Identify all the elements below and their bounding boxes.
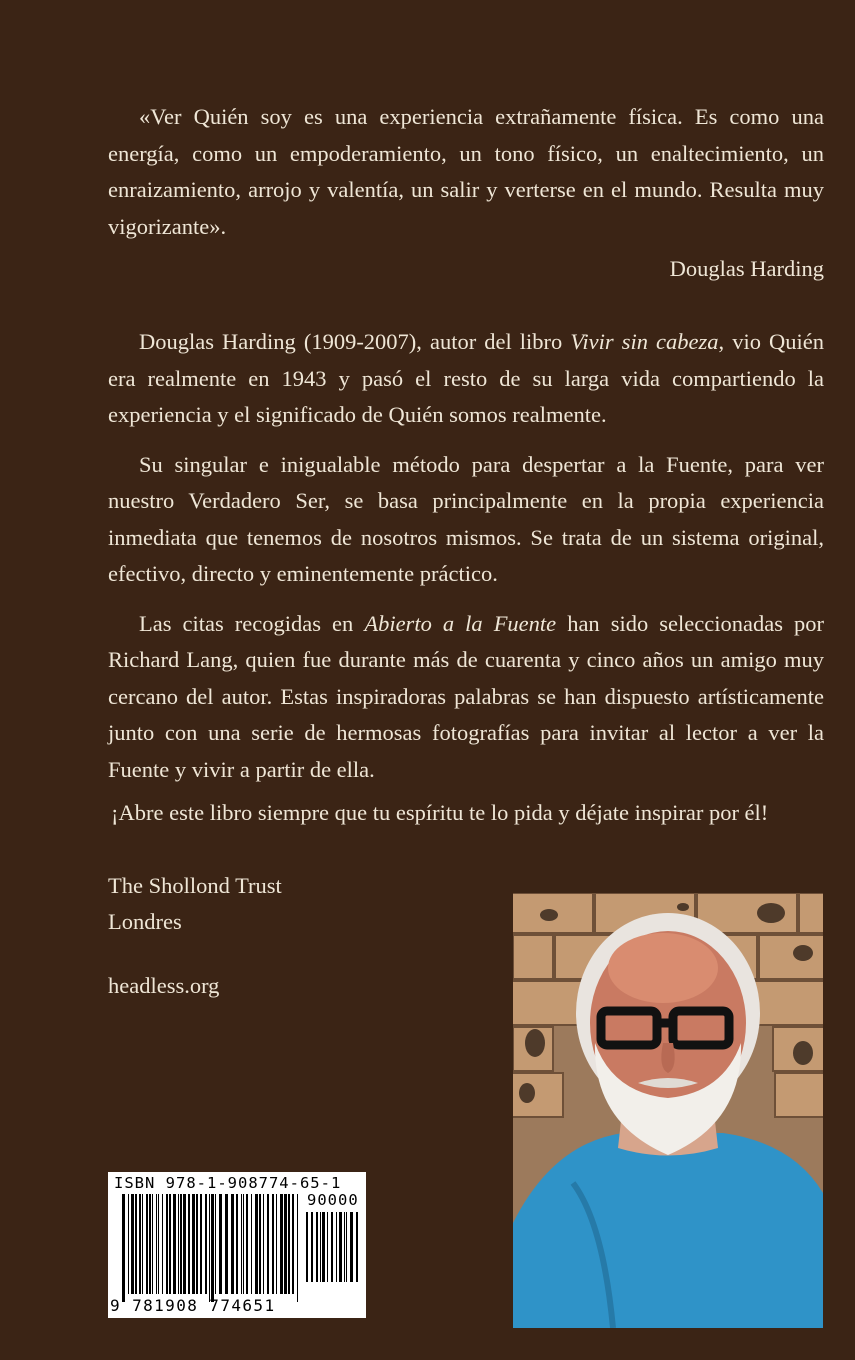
barcode-bar xyxy=(236,1194,238,1294)
barcode-bar xyxy=(322,1212,325,1282)
barcode-bar xyxy=(146,1194,148,1294)
barcode-bar xyxy=(162,1194,163,1294)
barcode-bar xyxy=(306,1212,308,1282)
website-link[interactable]: headless.org xyxy=(108,973,220,998)
barcode-bar xyxy=(276,1194,277,1294)
barcode-bar xyxy=(178,1194,179,1294)
barcode-bar xyxy=(267,1194,269,1294)
barcode-bar xyxy=(246,1194,248,1294)
barcode-bar xyxy=(188,1194,190,1294)
bio-p1-text-b: , vio Quién era realmente en 1943 y pasó el resto de su larga vida compartiendo la experiencia y el significado de Quién somos realmente. xyxy=(108,329,824,427)
barcode-bar xyxy=(251,1194,252,1294)
back-cover-quote xyxy=(108,99,824,245)
price-code: 90000 xyxy=(307,1191,359,1209)
barcode-bar xyxy=(297,1194,298,1302)
barcode-bar xyxy=(192,1194,195,1294)
barcode-bar xyxy=(272,1194,274,1294)
barcode-bar xyxy=(158,1194,159,1294)
barcode-bar xyxy=(149,1194,151,1294)
bio-p3-text-b: han sido seleccionadas por Richard Lang, quien fue durante más de cuarenta y cinco años un amigo muy cercano del autor. Estas inspiradoras palabras se han dispuesto artísticamente junto con una serie de hermosas fotografías para invitar al lector a ver la Fuente y vivir a partir de ella. xyxy=(108,610,824,782)
barcode-bar xyxy=(356,1212,358,1282)
barcode-bar xyxy=(311,1212,313,1282)
barcode-bar xyxy=(128,1194,129,1294)
quote-attribution: Douglas Harding xyxy=(669,256,824,281)
barcode-bar xyxy=(152,1194,153,1294)
author-portrait-illustration xyxy=(513,893,823,1328)
barcode-bar xyxy=(346,1212,347,1282)
isbn-number: ISBN 978-1-908774-65-1 xyxy=(114,1174,342,1192)
barcode-bar xyxy=(196,1194,198,1294)
barcode-bar xyxy=(166,1194,168,1294)
book-title-abierto-a-la-fuente: Abierto a la Fuente xyxy=(364,610,557,636)
barcode-bar xyxy=(200,1194,202,1294)
barcode-bar xyxy=(284,1194,287,1294)
barcode-bar xyxy=(316,1212,318,1282)
author-photo xyxy=(513,893,823,1328)
barcode-bar xyxy=(156,1194,157,1294)
quote-text: «Ver Quién soy es una experiencia extrañamente física. Es como una energía, como un empoderamiento, un tono físico, un enaltecimiento, un enraizamiento, arrojo y valentía, un salir y verterse en el mundo. Resulta muy vigorizante». xyxy=(108,104,824,239)
ean-barcode-bars xyxy=(122,1194,302,1302)
barcode-bar xyxy=(173,1194,176,1294)
publisher-name: The Shollond Trust xyxy=(108,873,282,898)
barcode-bar xyxy=(225,1194,228,1294)
barcode-bar xyxy=(331,1212,333,1282)
bio-paragraph-2: Su singular e inigualable método para despertar a la Fuente, para ver nuestro Verdadero Ser, se basa principalmente en la propia experiencia inmediata que tenemos de nosotros mismos. Se trata de un sistema original, efectivo, directo y eminentemente práctico. xyxy=(108,451,824,586)
barcode-bar xyxy=(292,1194,294,1294)
barcode-bar xyxy=(350,1212,353,1282)
barcode-bar xyxy=(219,1194,222,1294)
barcode-bar xyxy=(215,1194,216,1294)
barcode-bar xyxy=(241,1194,242,1294)
barcode-bar xyxy=(259,1194,261,1294)
barcode-bar xyxy=(183,1194,186,1294)
isbn-barcode xyxy=(108,1172,366,1318)
barcode-bar xyxy=(209,1194,210,1302)
barcode-bar xyxy=(327,1212,328,1282)
barcode-bar xyxy=(263,1194,264,1294)
barcode-bar xyxy=(280,1194,283,1294)
barcode-bar xyxy=(231,1194,234,1294)
barcode-bar xyxy=(131,1194,134,1294)
addon-barcode-bars xyxy=(306,1212,362,1290)
bio-paragraph-1 xyxy=(108,324,824,434)
barcode-bar xyxy=(339,1212,342,1282)
barcode-bar xyxy=(205,1194,207,1294)
barcode-bar xyxy=(255,1194,258,1294)
barcode-bar xyxy=(211,1194,214,1302)
book-title-vivir-sin-cabeza: Vivir sin cabeza xyxy=(570,329,719,354)
barcode-bar xyxy=(142,1194,143,1294)
barcode-bar xyxy=(139,1194,141,1294)
closing-line: ¡Abre este libro siempre que tu espíritu te lo pida y déjate inspirar por él! xyxy=(111,800,769,825)
barcode-bar xyxy=(122,1194,125,1302)
author-bio xyxy=(108,324,824,801)
bio-paragraph-3 xyxy=(108,606,824,789)
barcode-bar xyxy=(320,1212,321,1282)
barcode-bar xyxy=(169,1194,171,1294)
publisher-block xyxy=(108,868,282,940)
bio-p1-text-a: Douglas Harding (1909-2007), autor del libro xyxy=(139,329,571,354)
barcode-bar xyxy=(243,1194,244,1294)
barcode-bar xyxy=(344,1212,345,1282)
barcode-bar xyxy=(288,1194,290,1294)
barcode-bar xyxy=(135,1194,137,1294)
barcode-bar xyxy=(180,1194,182,1294)
ean-digits: 9 781908 774651 xyxy=(110,1296,276,1315)
barcode-bar xyxy=(336,1212,337,1282)
bio-p3-text-a: Las citas recogidas en xyxy=(139,610,365,636)
publisher-city: Londres xyxy=(108,909,182,934)
